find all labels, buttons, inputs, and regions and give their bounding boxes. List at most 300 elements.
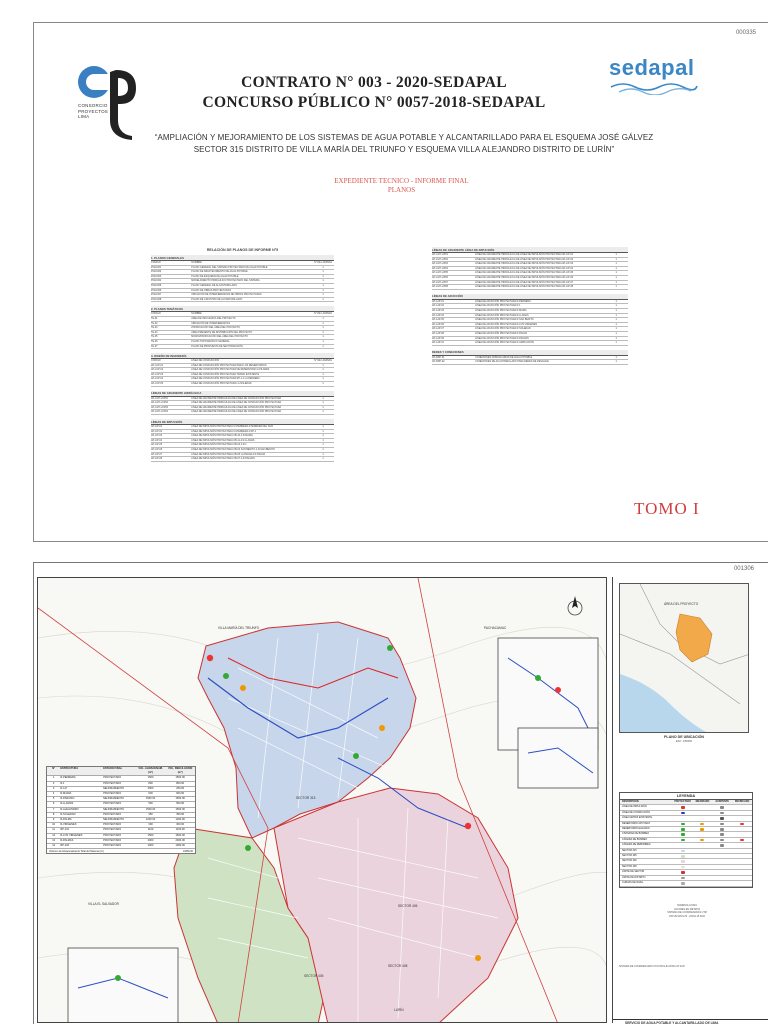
plans-index-right-sections bbox=[432, 247, 628, 365]
table-cell: 500 bbox=[148, 802, 153, 806]
plans-index-section bbox=[151, 255, 334, 302]
plans-index-cell: AP-LGH-LIP06 bbox=[432, 275, 448, 279]
reservoir-table-body bbox=[47, 776, 195, 849]
plans-index-cell: 1 bbox=[615, 304, 617, 308]
legend-swatch-icon bbox=[681, 806, 685, 809]
plans-index-left bbox=[151, 248, 334, 466]
legend-label: LÍMITE DE SECTOR bbox=[622, 870, 645, 874]
table-cell: 1500.00 bbox=[175, 833, 185, 837]
table-cell: PROYECTADO bbox=[103, 792, 122, 796]
plans-index-section bbox=[151, 419, 334, 462]
plans-index-cell: 1 bbox=[322, 434, 324, 438]
plans-index-cell: 1 bbox=[322, 438, 324, 442]
plans-index-cell: AP-LIP-06 bbox=[151, 448, 163, 451]
plans-index-cell: LÍNEA DE ADUCCIÓN PROYECTADA R-AMPLIACIÓN bbox=[475, 341, 534, 345]
table-cell: 5 bbox=[52, 797, 55, 801]
plans-index-cell: 1 bbox=[615, 341, 617, 345]
plans-index-cell: LÍNEA DE IMPULSIÓN PROYECTADA CB-07 A R-PALMAS bbox=[191, 457, 255, 461]
table-cell: 8 bbox=[52, 812, 55, 816]
legend-swatch-icon bbox=[681, 850, 685, 853]
legend-label: LÍNEA MATRIZ EXISTENTE bbox=[622, 816, 653, 820]
plans-index-cell: 1 bbox=[615, 271, 617, 275]
plans-index-cell: PLANO TOPOGRÁFICO GENERAL bbox=[191, 339, 230, 343]
plans-index-cell: LÍNEA DE GRADIENTE HIDRÁULICA DE LÍNEA DE IMPULSIÓN PROYECTADA AP-LIP-07 bbox=[475, 280, 574, 284]
plans-index-cell: 1 bbox=[322, 293, 324, 297]
table-cell: R-PARAISO bbox=[60, 797, 75, 801]
legend-label: RESERVORIO ELEVADO bbox=[622, 827, 650, 831]
plans-index-cell: N° DE LÁMINAS bbox=[314, 312, 332, 316]
plans-index-cell: 1 bbox=[322, 410, 324, 414]
plans-index-cell: NOMBRE bbox=[191, 312, 202, 316]
legend-label: CURVAS DE NIVEL bbox=[622, 881, 644, 885]
reservoir-table-header: N° ESTRUCTURA ESTADO FINAL VOL. ALMACENAM. (m³) VOL. REGULACIÓN (m³) bbox=[47, 767, 195, 776]
plans-index-cell: AP-LAP-06 bbox=[432, 322, 444, 326]
plans-index-row bbox=[151, 410, 334, 415]
consorcio-logo bbox=[74, 60, 149, 140]
volume-label: TOMO I bbox=[634, 499, 700, 518]
legend-label: CÁMARA DE REBOMBEO bbox=[622, 843, 651, 847]
plans-index-cell: LÍNEA DE GRADIENTE HIDRÁULICA DE LÍNEA DE IMPULSIÓN PROYECTADA AP-LIP-03 bbox=[475, 262, 574, 266]
plans-index-cell: AP-RDP-02 bbox=[432, 360, 445, 364]
plans-index-cell: 1 bbox=[322, 330, 324, 334]
table-cell: PROYECTADO bbox=[103, 781, 122, 785]
table-cell: 1500 bbox=[147, 833, 154, 837]
location-map-drawing bbox=[620, 584, 749, 733]
table-cell: R-PEDRERA bbox=[60, 776, 76, 780]
legend-swatch-cell bbox=[712, 812, 732, 815]
plans-index-section bbox=[432, 350, 628, 365]
plans-index-cell: 1 bbox=[615, 313, 617, 317]
plans-index-cell: PLANO DE OBRAS PROYECTADAS bbox=[191, 288, 231, 292]
plans-index-section-heading: LÍNEAS DE GRADIENTE LÍNEA DE IMPULSIÓN bbox=[432, 247, 628, 253]
plans-index-title: RELACIÓN DE PLANOS DE INFORME N°5 bbox=[206, 248, 279, 252]
table-cell: MEJORAMIENTO bbox=[103, 797, 125, 801]
plans-index-section-heading: LÍNEAS DE ADUCCIÓN bbox=[432, 294, 628, 300]
plans-index-cell: 1 bbox=[615, 322, 617, 326]
plans-index-cell: 1 bbox=[322, 457, 324, 461]
plans-index-cell: LÍNEA DE ADUCCIÓN PROYECTADA R-PEDRERA bbox=[475, 299, 531, 303]
plans-index-cell: 1 bbox=[322, 283, 324, 287]
location-project-label: ÁREA DEL PROYECTO bbox=[664, 602, 699, 606]
plans-index-cell: PGM-001 bbox=[151, 265, 162, 269]
map-notes: NOMENCLATURA VALORES EN METROS SISTEMA DE COORDENADAS UTM DATUM WGS 84 - ZONA 18 SUR bbox=[667, 904, 707, 918]
plans-index-cell: LÍNEA DE GRADIENTE HIDRÁULICA DE LÍNEA DE CONDUCCIÓN PROYECTADA bbox=[191, 405, 282, 409]
table-cell: 11 bbox=[52, 828, 55, 832]
table-cell: 1200.00 bbox=[175, 818, 185, 822]
table-cell: MEJORAMIENTO bbox=[103, 786, 125, 790]
map-label-pachacamac: PACHACAMAC bbox=[484, 626, 507, 630]
plans-index-section-heading: 1. PLANOS GENERALES bbox=[151, 255, 334, 261]
table-cell: 250.00 bbox=[176, 786, 185, 790]
plans-index-cell: AP-RDP-01 bbox=[432, 355, 445, 359]
table-cell: PROYECTADO bbox=[103, 776, 122, 780]
legend-swatch-cell bbox=[673, 855, 693, 858]
plans-index-cell: AP-LIP-01 bbox=[151, 425, 163, 429]
plans-index-cell: PGM-002 bbox=[151, 270, 162, 274]
plans-index-cell: 1 bbox=[322, 425, 324, 429]
plans-index-cell: PGM-007 bbox=[151, 293, 162, 297]
legend-swatch-icon bbox=[681, 860, 685, 863]
plans-index-cell: LÍNEA DE IMPULSIÓN PROYECTADA CB-02 A R-1 bbox=[191, 443, 247, 447]
legend-swatch-cell bbox=[673, 812, 693, 815]
plans-index-cell: 1 bbox=[322, 363, 324, 367]
map-sidebar bbox=[612, 577, 768, 1023]
table-cell: RP-101 bbox=[60, 828, 70, 832]
plans-index-cell: PLANO DE PROPUESTA DE SECTORIZACIÓN bbox=[191, 344, 243, 348]
plans-index-cell: AP-LAP-07 bbox=[432, 327, 444, 331]
consorcio-logo-icon bbox=[74, 60, 149, 140]
plans-index-right bbox=[432, 247, 628, 369]
plans-index-cell: LÍNEA DE GRADIENTE HIDRÁULICA DE LÍNEA DE IMPULSIÓN PROYECTADA AP-LIP-02 bbox=[475, 257, 574, 261]
plans-index-cell: LÍNEA DE GRADIENTE HIDRÁULICA DE LÍNEA DE CONDUCCIÓN PROYECTADA bbox=[191, 401, 282, 405]
table-cell: 10 bbox=[52, 823, 56, 827]
plans-index-row bbox=[151, 345, 334, 350]
reservoir-table bbox=[46, 766, 196, 854]
page-number: 001306 bbox=[733, 566, 754, 572]
legend-swatch-cell bbox=[712, 806, 732, 809]
plans-index-cell: LÍNEA DE CONDUCCIÓN bbox=[191, 359, 220, 363]
plans-index-row bbox=[151, 457, 334, 462]
legend-body bbox=[620, 805, 752, 886]
legend-label: LÍMITE DE DISTRITO bbox=[622, 875, 646, 879]
table-cell: 1100.00 bbox=[175, 828, 185, 832]
legend-swatch-cell bbox=[712, 823, 732, 826]
contract-title bbox=[154, 73, 594, 113]
legend-swatch-icon bbox=[681, 839, 685, 842]
legend-swatch-cell bbox=[712, 839, 732, 842]
plans-index-cell: PGM-004 bbox=[151, 279, 162, 283]
table-cell: 1500.00 bbox=[145, 797, 156, 801]
plans-index-cell: 1 bbox=[615, 299, 617, 303]
plans-index-cell: PGM-005 bbox=[151, 283, 162, 287]
legend-swatch-icon bbox=[681, 833, 685, 836]
table-cell: 9 bbox=[52, 818, 55, 822]
plans-index-cell: N° DE LÁMINAS bbox=[314, 261, 332, 264]
table-cell: R-SOLEDAD bbox=[60, 812, 76, 816]
contract-title-line1: CONTRATO N° 003 - 2020-SEDAPAL bbox=[241, 74, 507, 91]
legend-swatch-cell bbox=[673, 860, 693, 863]
plans-index-cell: AP-LGH-LIP03 bbox=[432, 262, 448, 266]
plans-index-cell: 1 bbox=[615, 285, 617, 289]
table-cell: 300 bbox=[148, 823, 153, 827]
map-sheet-page bbox=[33, 562, 768, 1024]
legend-swatch-icon bbox=[720, 839, 724, 842]
plans-index-cell: 1 bbox=[615, 262, 617, 266]
plans-index-cell: LÍNEA DE GRADIENTE HIDRÁULICA DE LÍNEA DE IMPULSIÓN PROYECTADA AP-LIP-05 bbox=[475, 271, 574, 275]
map-legend bbox=[619, 792, 753, 888]
table-cell: R-LOS VIRGENES bbox=[60, 833, 83, 837]
legend-label: CISTERNA DE BOMBEO bbox=[622, 832, 650, 836]
table-cell: PROYECTADO bbox=[103, 812, 122, 816]
legend-swatch-cell bbox=[673, 882, 693, 885]
table-cell: 1500.00 bbox=[175, 776, 185, 780]
plans-index-cell: PLANO DE ESQUEMA DE AGUA POTABLE bbox=[191, 274, 239, 278]
plans-index-cell: AP-LGH-LIP04 bbox=[432, 266, 448, 270]
plans-index-row bbox=[151, 382, 334, 387]
plans-index-cell: 1 bbox=[322, 321, 324, 325]
table-cell: 3 bbox=[52, 786, 55, 790]
plans-index-cell: AP-LCP-01 bbox=[151, 363, 164, 367]
plans-index-cell: 1 bbox=[322, 405, 324, 409]
plans-index-cell: LÍNEA DE CONDUCCIÓN PROYECTADA DE RESERVORIO A PILARES bbox=[191, 368, 270, 372]
legend-swatch-cell bbox=[712, 828, 732, 831]
plans-index-cell: 1 bbox=[615, 253, 617, 256]
legend-swatch-icon bbox=[681, 855, 685, 858]
plans-index-cell: AP-LGH-LCP01 bbox=[151, 396, 169, 400]
plans-index-cell: PGM-003 bbox=[151, 274, 162, 278]
plans-index-cell: 1 bbox=[615, 275, 617, 279]
legend-swatch-cell bbox=[673, 833, 693, 836]
plans-index-cell: 1 bbox=[322, 279, 324, 283]
coordinate-system: SISTEMA DE COORDENADAS UTM WGS-84 ZONA 18 SUR bbox=[619, 965, 685, 968]
plans-index-cell: LÍNEA DE IMPULSIÓN PROYECTADA CB-11 A R-LLAMAS bbox=[191, 438, 255, 442]
legend-label: CÁMARA DE BOMBEO bbox=[622, 837, 648, 841]
plans-index-cell: AP-LIP-08 bbox=[151, 457, 163, 461]
plans-index-cell: AP-LGH-LIP05 bbox=[432, 271, 448, 275]
table-cell: PROYECTADO bbox=[103, 838, 122, 842]
table-cell: R-PALMA bbox=[60, 818, 72, 822]
plans-index-cell: LÍNEA DE IMPULSIÓN PROYECTADA CI-PEDRERA A RP-1 bbox=[191, 429, 257, 433]
plans-index-cell: TE-01 bbox=[151, 316, 158, 320]
plans-index-cell: AP-LAP-01 bbox=[432, 299, 444, 303]
plans-index-cell: PLANO DE CATASTRO DE ALCANTARILLADO bbox=[191, 297, 243, 301]
map-label-ves: VILLA EL SALVADOR bbox=[88, 902, 119, 906]
plans-index-cell: AP-LGH-LIP02 bbox=[432, 257, 448, 261]
table-cell: 14 bbox=[52, 844, 56, 848]
plans-index-cell: CONEXIONES DOMICILIARIAS DE AGUA POTABLE bbox=[475, 355, 533, 359]
table-cell: 12 bbox=[52, 833, 56, 837]
plans-index-cell: MODELAMIENTO HIDRÁULICO PROYECTADO DEL SISTEMA bbox=[191, 279, 260, 283]
plans-index-cell: AP-LGH-LCP04 bbox=[151, 410, 169, 414]
plans-index-row bbox=[432, 341, 628, 346]
plans-index-cell: 1 bbox=[322, 344, 324, 348]
legend-swatch-cell bbox=[693, 823, 713, 826]
plans-index-cell: AP-LAP-03 bbox=[432, 308, 444, 312]
plans-index-cell: PLANO DE ABASTECIMIENTO DE AGUA POTABLE bbox=[191, 270, 248, 274]
cover-page bbox=[33, 22, 768, 542]
plans-index-cell: LÍNEA DE CONDUCCIÓN PROYECTADA TRAMO EXISTENTE bbox=[191, 372, 260, 376]
legend-swatch-icon bbox=[700, 839, 704, 842]
plans-index-cell: 1 bbox=[322, 377, 324, 381]
plans-index-section bbox=[432, 294, 628, 346]
plans-index-cell: UBICACIÓN DE INTERFERENCIAS DE OBRAS PROYECTADAS bbox=[191, 293, 262, 297]
table-cell: R-MARIA bbox=[60, 792, 72, 796]
plans-index-cell: AP-LCP-03 bbox=[151, 372, 164, 376]
general-map bbox=[37, 577, 607, 1023]
plans-index-cell: 1 bbox=[322, 452, 324, 456]
sedapal-logo-text: sedapal bbox=[609, 55, 695, 80]
table-cell: 1500.00 bbox=[175, 797, 185, 801]
table-cell: PROYECTADO bbox=[103, 844, 122, 848]
plans-index-cell: LÍNEA DE GRADIENTE HIDRÁULICA DE LÍNEA DE CONDUCCIÓN PROYECTADA bbox=[191, 396, 282, 400]
plans-index-cell: LÍNEA DE IMPULSIÓN PROYECTADA CB-10 A R-MARIA bbox=[191, 434, 253, 438]
legend-swatch-icon bbox=[720, 844, 724, 847]
plans-index-cell: AP-LIP-05 bbox=[151, 443, 163, 447]
plans-index-cell: LÍNEA DE ADUCCIÓN PROYECTADA R-PALMA bbox=[475, 331, 528, 335]
plans-index-cell: 1 bbox=[615, 266, 617, 270]
plans-index-cell: PGM-008 bbox=[151, 297, 162, 301]
plans-index-cell: PGM-006 bbox=[151, 288, 162, 292]
legend-swatch-icon bbox=[720, 812, 724, 815]
plans-index-cell: AP-LIP-02 bbox=[151, 429, 163, 433]
legend-label: LÍNEA DE IMPULSIÓN bbox=[622, 805, 647, 809]
table-cell: 13 bbox=[52, 838, 56, 842]
table-cell: 1 bbox=[52, 776, 55, 780]
legend-swatch-cell bbox=[673, 877, 693, 880]
table-cell: 2 bbox=[52, 781, 55, 785]
legend-swatch-cell bbox=[712, 844, 732, 847]
sedapal-logo bbox=[609, 55, 709, 103]
plans-index-cell: 1 bbox=[615, 280, 617, 284]
plans-index-cell: LÍNEA DE ADUCCIÓN PROYECTADA R-MARIA bbox=[475, 308, 527, 312]
legend-swatch-icon bbox=[681, 877, 685, 880]
plans-index-cell: LÍNEA DE IMPULSIÓN PROYECTADA CB-05 LA PALMA A R-PALMA bbox=[191, 452, 266, 456]
legend-swatch-icon bbox=[720, 833, 724, 836]
plans-index-cell: AP-LAP-08 bbox=[432, 331, 444, 335]
reservoir-table-footer: Volumen de Almacenamiento Total del Sistema (m³) 16350.00 bbox=[49, 849, 193, 853]
table-cell: PROYECTADO bbox=[103, 823, 122, 827]
expediente-subtitle: EXPEDIENTE TECNICO - INFORME FINAL PLANOS bbox=[334, 177, 469, 194]
legend-label: SECTOR 405 bbox=[622, 854, 637, 858]
plans-index-cell: LÍNEA DE IMPULSIÓN PROYECTADA CI-PEDRERA A PEDRERA DEL SUR bbox=[191, 425, 273, 429]
plans-index-cell: 1 bbox=[615, 331, 617, 335]
legend-swatch-cell bbox=[732, 839, 752, 842]
plans-index-section-heading: LÍNEAS DE GRADIENTE HIDRÁULICA bbox=[151, 391, 334, 397]
table-cell: 1200.00 bbox=[145, 818, 156, 822]
legend-label: SECTOR 408 bbox=[622, 864, 637, 868]
plans-index-cell: 1 bbox=[322, 270, 324, 274]
plans-index-cell: 1 bbox=[322, 297, 324, 301]
plans-index-cell: PLANO GENERAL DEL SISTEMA PROYECTADO DE AGUA POTABLE bbox=[191, 265, 268, 269]
legend-swatch-cell bbox=[693, 839, 713, 842]
plans-index-cell: AP-LGH-LIP08 bbox=[432, 285, 448, 289]
plans-index-cell: LÍNEA DE GRADIENTE HIDRÁULICA DE LÍNEA DE IMPULSIÓN PROYECTADA AP-LIP-01 bbox=[475, 253, 574, 256]
plans-index-cell: 1 bbox=[322, 316, 324, 320]
plans-index-cell: N° DE LÁMINAS bbox=[314, 359, 332, 363]
legend-swatch-icon bbox=[681, 828, 685, 831]
legend-swatch-cell bbox=[732, 823, 752, 826]
plans-index-cell: LÍNEA DE ADUCCIÓN PROYECTADA R-LOS VIRGENES bbox=[475, 322, 537, 326]
table-cell: 1500 bbox=[147, 776, 154, 780]
plans-index-cell: AP-LGH-LCP02 bbox=[151, 401, 169, 405]
table-cell: RP-102 bbox=[60, 844, 70, 848]
detail-inset-e bbox=[518, 728, 598, 788]
legend-swatch-icon bbox=[681, 882, 685, 885]
plans-index-cell: AP-LAP-05 bbox=[432, 318, 444, 322]
contract-title-line2: CONCURSO PÚBLICO N° 0057-2018-SEDAPAL bbox=[202, 94, 546, 111]
table-cell: 1100 bbox=[147, 828, 154, 832]
plans-index-cell: 1 bbox=[322, 448, 324, 451]
plans-index-cell: LÍNEA DE ADUCCIÓN PROYECTADA R-LLAMAS bbox=[475, 313, 529, 317]
page-number: 000335 bbox=[735, 30, 756, 36]
sedapal-wave-icon bbox=[609, 81, 699, 95]
table-cell: 600 bbox=[148, 792, 153, 796]
table-cell: 4 bbox=[52, 792, 55, 796]
location-map-scale: ESC: 1/50000 bbox=[675, 740, 693, 743]
plans-index-cell: 1 bbox=[322, 382, 324, 386]
plans-index-cell: TE-03 bbox=[151, 326, 158, 330]
plans-index-cell: 1 bbox=[322, 429, 324, 433]
plans-index-cell: ZONIFICACIÓN DEL ÁREA DEL PROYECTO bbox=[191, 326, 240, 330]
table-cell: 800 bbox=[148, 781, 153, 785]
legend-swatch-icon bbox=[700, 823, 704, 826]
table-cell: 1000 bbox=[147, 844, 154, 848]
location-map-caption: PLANO DE UBICACIÓN bbox=[664, 735, 704, 739]
table-cell: 800.00 bbox=[176, 781, 185, 785]
legend-label: SECTOR 406 bbox=[622, 859, 637, 863]
plans-index-cell: PLANO GENERAL DE ALCANTARILLADO bbox=[191, 283, 237, 287]
plans-index-cell: ÁREA DE INFLUENCIA DEL PROYECTO bbox=[191, 316, 236, 320]
legend-swatch-icon bbox=[740, 823, 744, 826]
table-cell: 500.00 bbox=[176, 802, 185, 806]
detail-inset-sw bbox=[68, 948, 178, 1023]
plans-index-row bbox=[432, 285, 628, 290]
plans-index-cell: ÁREA PRESENTE DE DISTRIBUCIÓN DEL PROYECTO bbox=[191, 330, 253, 334]
plans-index-cell: 1 bbox=[322, 396, 324, 400]
legend-title: LEYENDA bbox=[620, 793, 752, 800]
plans-index-cell: LÍNEA DE ADUCCIÓN PROYECTADA R-1 bbox=[475, 304, 521, 308]
plans-index-section bbox=[151, 306, 334, 349]
plans-index-cell: LÍNEA DE ADUCCIÓN PROYECTADA R-SAN BENITO bbox=[475, 318, 534, 322]
plans-index-cell: LÍNEA DE ADUCCIÓN PROYECTADA R-SOLEDAD bbox=[475, 327, 531, 331]
plans-index-section-heading: 3. DISEÑO DE INGENIERÍA bbox=[151, 353, 334, 359]
table-cell: 350.00 bbox=[176, 812, 185, 816]
plans-index-cell: 1 bbox=[615, 327, 617, 331]
plans-index-cell: AP-LCP-04 bbox=[151, 377, 164, 381]
plans-index-cell: LÍNEA DE GRADIENTE HIDRÁULICA DE LÍNEA DE IMPULSIÓN PROYECTADA AP-LIP-04 bbox=[475, 266, 574, 270]
plans-index-cell: 1 bbox=[322, 339, 324, 343]
legend-swatch-icon bbox=[720, 806, 724, 809]
legend-swatch-icon bbox=[681, 871, 685, 874]
map-label-sector-315: SECTOR 315 bbox=[296, 796, 316, 800]
plans-index-cell: LÍNEA DE GRADIENTE HIDRÁULICA DE LÍNEA DE IMPULSIÓN PROYECTADA AP-LIP-08 bbox=[475, 285, 574, 289]
legend-label: RESERVORIO APOYADO bbox=[622, 821, 651, 825]
table-cell: R-PALMAS bbox=[60, 838, 74, 842]
table-cell: PROYECTADO bbox=[103, 828, 122, 832]
map-label-sector-405: SECTOR 405 bbox=[304, 974, 324, 978]
table-cell: 6 bbox=[52, 802, 55, 806]
plans-index-cell: LÍNEA DE CONDUCCIÓN PROYECTADA RP-1 A LA PEDRERA bbox=[191, 377, 260, 381]
plans-index-cell: LÍNEA DE IMPULSIÓN PROYECTADA CB-03 SAN BENITO A R-SAN BENITO bbox=[191, 448, 275, 451]
plans-index-cell: 1 bbox=[322, 372, 324, 376]
legend-swatch-icon bbox=[720, 828, 724, 831]
plans-index-section bbox=[432, 247, 628, 290]
table-cell: R-VIRGENES bbox=[60, 823, 77, 827]
table-cell: R-LLAMAS bbox=[60, 802, 74, 806]
table-cell: 2500 bbox=[147, 786, 154, 790]
plans-index-cell: 1 bbox=[615, 336, 617, 340]
sheet-title-box: SERVICIO DE AGUA POTABLE Y ALCANTARILLADO DE LIMA bbox=[613, 1019, 768, 1024]
plans-index-cell: 1 bbox=[615, 355, 617, 359]
plans-index-cell: AP-LGH-LIP07 bbox=[432, 280, 448, 284]
plans-index-cell: NOMBRE bbox=[191, 261, 202, 264]
plans-index-cell: 1 bbox=[322, 335, 324, 339]
plans-index-left-sections bbox=[151, 255, 334, 462]
plans-index-cell: 1 bbox=[615, 308, 617, 312]
legend-label: SECTOR 315 bbox=[622, 848, 637, 852]
map-label-lurin: LURÍN bbox=[394, 1008, 404, 1012]
table-cell: 300.00 bbox=[176, 823, 185, 827]
table-cell: MEJORAMIENTO bbox=[103, 818, 125, 822]
plans-index-section-heading: LÍNEAS DE IMPULSIÓN bbox=[151, 419, 334, 425]
plans-index-section-heading: REDES Y CONEXIONES bbox=[432, 350, 628, 356]
legend-swatch-cell bbox=[673, 866, 693, 869]
legend-swatch-cell bbox=[673, 850, 693, 853]
legend-swatch-icon bbox=[700, 828, 704, 831]
plans-index-cell: TE-05 bbox=[151, 335, 158, 339]
legend-swatch-icon bbox=[740, 839, 744, 842]
plans-index-cell: LÍNEA DE ADUCCIÓN PROYECTADA R-PALMAS bbox=[475, 336, 529, 340]
